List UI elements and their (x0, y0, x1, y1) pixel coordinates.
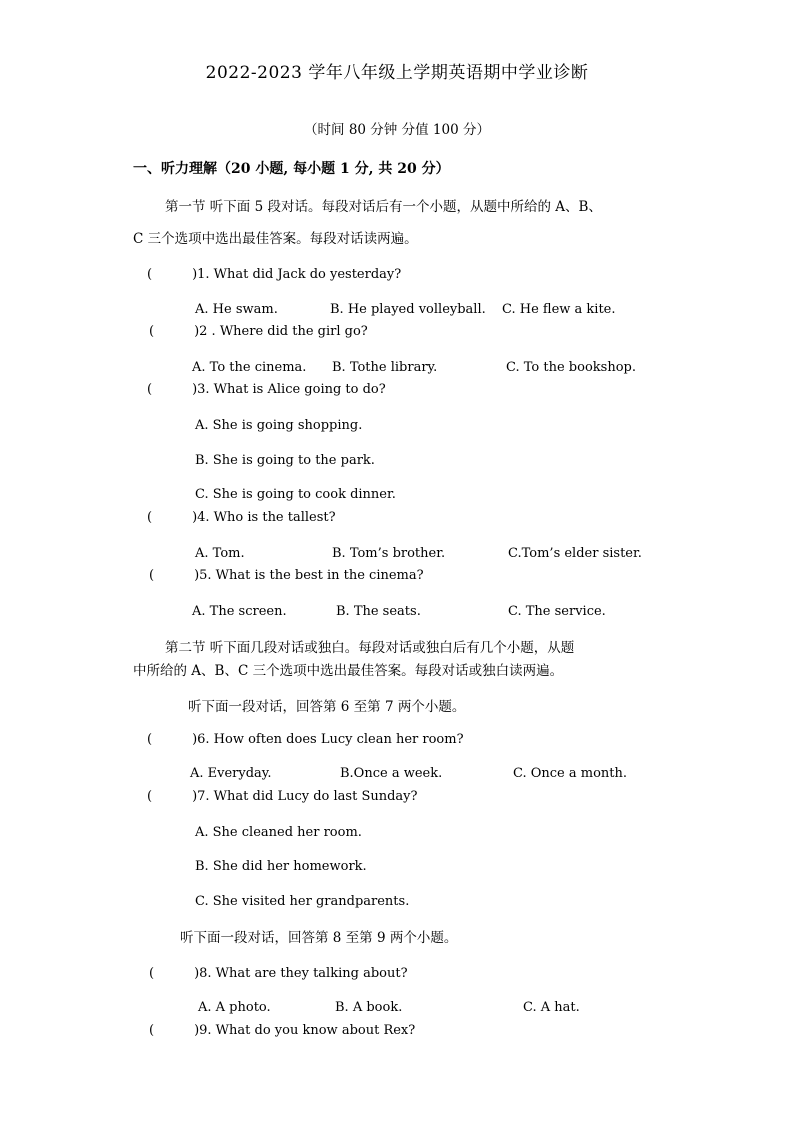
q5-option-b: B. The seats. (336, 604, 421, 619)
q3-option-b: B. She is going to the park. (195, 453, 375, 468)
instruction-q8-q9: 听下面一段对话，回答第 8 至第 9 两个小题。 (180, 930, 458, 946)
question-8: ( )8. What are they talking about? (149, 966, 408, 981)
exam-time-score: （时间 80 分钟 分值 100 分） (304, 122, 490, 138)
q2-option-c: C. To the bookshop. (506, 360, 636, 375)
question-7: ( )7. What did Lucy do last Sunday? (147, 789, 418, 804)
q7-option-a: A. She cleaned her room. (195, 825, 362, 840)
q8-option-b: B. A book. (335, 1000, 403, 1015)
part2-instruction-line1: 第二节 听下面几段对话或独白。每段对话或独白后有几个小题，从题 (165, 640, 575, 656)
question-9: ( )9. What do you know about Rex? (149, 1023, 416, 1038)
q8-option-a: A. A photo. (198, 1000, 271, 1015)
q4-option-b: B. Tom’s brother. (332, 546, 446, 561)
question-6: ( )6. How often does Lucy clean her room? (147, 732, 464, 747)
page-title: 2022-2023 学年八年级上学期英语期中学业诊断 (205, 63, 589, 83)
question-5: ( )5. What is the best in the cinema? (149, 568, 424, 583)
q3-option-c: C. She is going to cook dinner. (195, 487, 396, 502)
q1-option-b: B. He played volleyball. (330, 302, 486, 317)
q2-option-b: B. Tothe library. (332, 360, 438, 375)
q7-option-b: B. She did her homework. (195, 859, 367, 874)
q5-option-a: A. The screen. (192, 604, 287, 619)
instruction-q6-q7: 听下面一段对话，回答第 6 至第 7 两个小题。 (188, 699, 466, 715)
q1-option-c: C. He flew a kite. (502, 302, 616, 317)
question-1: ( )1. What did Jack do yesterday? (147, 267, 402, 282)
part2-instruction-line2: 中所给的 A、B、C 三个选项中选出最佳答案。每段对话或独白读两遍。 (133, 663, 564, 679)
part1-instruction-line2: C 三个选项中选出最佳答案。每段对话读两遍。 (133, 231, 418, 247)
question-2: ( )2 . Where did the girl go? (149, 324, 368, 339)
q1-option-a: A. He swam. (195, 302, 278, 317)
q5-option-c: C. The service. (508, 604, 606, 619)
part1-instruction-line1: 第一节 听下面 5 段对话。每段对话后有一个小题，从题中所给的 A、B、 (165, 199, 602, 215)
q6-option-b: B.Once a week. (340, 766, 443, 781)
q8-option-c: C. A hat. (523, 1000, 580, 1015)
q7-option-c: C. She visited her grandparents. (195, 894, 410, 909)
q6-option-a: A. Everyday. (190, 766, 272, 781)
q3-option-a: A. She is going shopping. (195, 418, 363, 433)
q6-option-c: C. Once a month. (513, 766, 628, 781)
question-4: ( )4. Who is the tallest? (147, 510, 336, 525)
q4-option-c: C.Tom’s elder sister. (508, 546, 642, 561)
question-3: ( )3. What is Alice going to do? (147, 382, 386, 397)
section-listening-heading: 一、听力理解（20 小题, 每小题 1 分, 共 20 分） (133, 161, 450, 177)
q4-option-a: A. Tom. (195, 546, 245, 561)
q2-option-a: A. To the cinema. (192, 360, 307, 375)
